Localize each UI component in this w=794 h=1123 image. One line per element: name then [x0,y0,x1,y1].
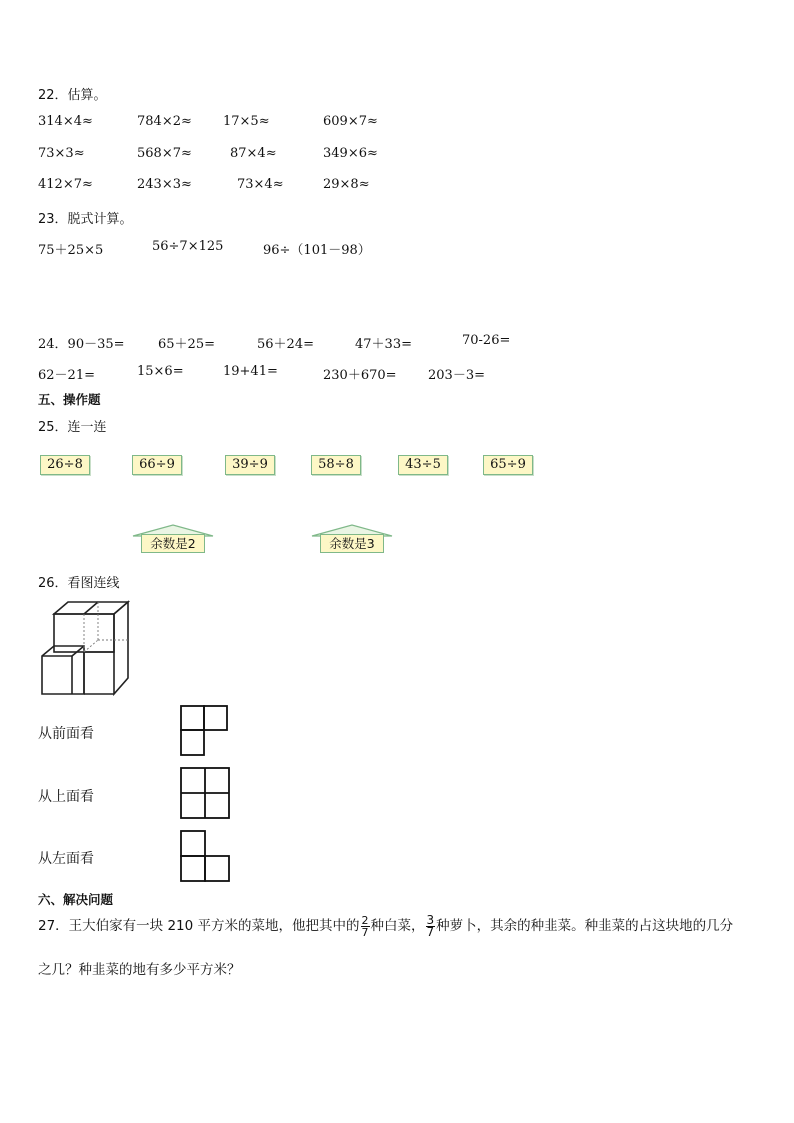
section-title: 五、操作题 [38,392,101,407]
q24-item: 230＋670= [323,368,397,383]
q26-title: 26．看图连线 [38,576,120,591]
q23-expression: 96÷（101－98） [263,243,371,258]
cube-figure [38,600,130,696]
q24-item: 47＋33= [355,337,412,352]
q22-title: 22．估算。 [38,88,107,103]
q22-item: 17×5≈ [223,114,270,129]
view-label-top: 从上面看 [38,789,94,805]
division-card[interactable]: 66÷9 [132,455,182,475]
q22-item: 29×8≈ [323,177,370,192]
fraction [426,912,436,939]
remainder-label: 余数是3 [320,534,384,553]
view-shape-b[interactable] [180,767,232,821]
q22-item: 412×7≈ [38,177,93,192]
fraction [361,915,370,938]
division-card[interactable]: 39÷9 [225,455,275,475]
q25-title: 25．连一连 [38,420,107,435]
view-shape-a[interactable] [180,705,230,757]
q22-item: 243×3≈ [137,177,192,192]
q24-item: 62－21= [38,368,95,383]
q22-item: 314×4≈ [38,114,93,129]
q27-part: 种白菜， [370,918,425,934]
division-card[interactable]: 43÷5 [398,455,448,475]
view-label-front: 从前面看 [38,726,94,742]
q24-item: 19+41= [223,364,278,379]
q27-text-line1 [38,914,733,938]
q22-item: 609×7≈ [323,114,378,129]
q27-part: 种萝卜，其余的种韭菜。种韭菜的占这块地的几分 [436,918,734,934]
q24-item: 65＋25= [158,337,215,352]
q24-item: 70-26= [462,333,511,348]
q23-title: 23．脱式计算。 [38,212,133,227]
division-card[interactable]: 65÷9 [483,455,533,475]
fraction-denominator: 7 [426,924,435,939]
q24-item: 56＋24= [257,337,314,352]
fraction-numerator: 2 [361,913,369,927]
division-card[interactable]: 58÷8 [311,455,361,475]
q24-item: 24．90－35= [38,337,125,352]
q23-expression: 75＋25×5 [38,243,104,258]
q24-item: 203－3= [428,368,485,383]
q22-item: 87×4≈ [230,146,277,161]
q27-text-line2: 之几？种韭菜的地有多少平方米？ [38,962,241,978]
remainder-house[interactable] [131,524,215,552]
q22-item: 784×2≈ [137,114,192,129]
view-shape-c[interactable] [180,830,232,884]
section-title: 六、解决问题 [38,892,114,907]
q22-item: 73×3≈ [38,146,85,161]
fraction-denominator: 7 [361,925,369,939]
q22-item: 349×6≈ [323,146,378,161]
view-label-left: 从左面看 [38,851,94,867]
remainder-label: 余数是2 [141,534,205,553]
q22-item: 568×7≈ [137,146,192,161]
q22-item: 73×4≈ [237,177,284,192]
fraction-numerator: 3 [426,912,435,927]
q27-part: 27．王大伯家有一块 210 平方米的菜地，他把其中的 [38,918,360,934]
q23-expression: 56÷7×125 [152,239,224,254]
q24-item: 15×6= [137,364,184,379]
remainder-house[interactable] [310,524,394,552]
division-card[interactable]: 26÷8 [40,455,90,475]
